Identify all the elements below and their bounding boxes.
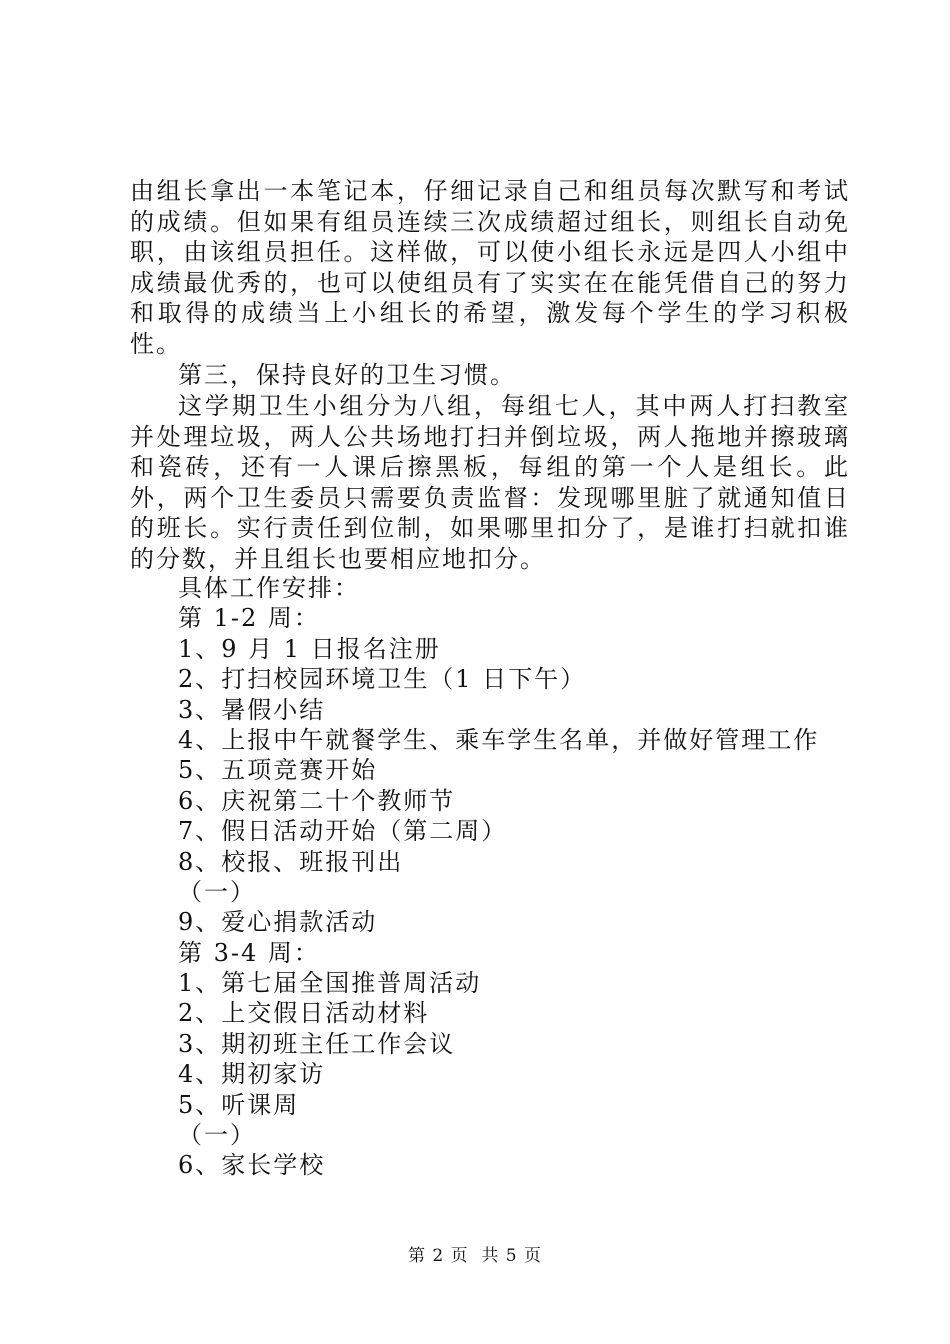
list-item: 6、庆祝第二十个教师节: [178, 786, 456, 815]
list-item: 3、暑假小结: [178, 695, 326, 724]
list-item: 5、听课周: [178, 1090, 300, 1119]
list-item: 1、9 月 1 日报名注册: [178, 634, 441, 663]
section-heading-hygiene: 第三，保持良好的卫生习惯。: [178, 361, 516, 389]
list-item: 9、爱心捐款活动: [178, 908, 378, 937]
page-number-footer: 第 2 页 共 5 页: [407, 1246, 543, 1266]
list-item: 8、校报、班报刊出: [178, 847, 404, 876]
list-item: 4、上报中午就餐学生、乘车学生名单，并做好管理工作: [178, 725, 820, 754]
paragraph-group-leader: 由组长拿出一本笔记本，仔细记录自己和组员每次默写和考试的成绩。但如果有组员连续三次成绩超过组长，则组长自动免职，由该组员担任。这样做，可以使小组长永远是四人小组中成绩最优秀的，也可以使组员有了实实在在能凭借自己的努力和取得的成绩当上小组长的希望，激发每个学生的学习积极性。: [130, 177, 850, 358]
list-item: 7、假日活动开始（第二周）: [178, 817, 508, 846]
list-item: 2、打扫校园环境卫生（1 日下午）: [178, 665, 587, 694]
list-item: 4、期初家访: [178, 1060, 326, 1089]
paragraph-hygiene-groups: 这学期卫生小组分为八组，每组七人，其中两人打扫教室并处理垃圾，两人公共场地打扫并倒垃圾，两人拖地并擦玻璃和瓷砖，还有一人课后擦黑板，每组的第一个人是组长。此外，两个卫生委员只需要负责监督：发现哪里脏了就通知值日的班长。实行责任到位制，如果哪里扣分了，是谁打扫就扣谁的分数，并且组长也要相应地扣分。: [130, 392, 850, 573]
schedule-heading: 具体工作安排：: [178, 574, 360, 602]
list-item: 6、家长学校: [178, 1151, 326, 1180]
list-item-subnote: （一）: [178, 1121, 256, 1150]
list-item: 3、期初班主任工作会议: [178, 1029, 456, 1058]
list-item: 1、第七届全国推普周活动: [178, 969, 482, 998]
week-1-2-heading: 第 1-2 周：: [178, 604, 320, 633]
list-item-subnote: （一）: [178, 877, 256, 906]
list-item: 2、上交假日活动材料: [178, 999, 430, 1028]
list-item: 5、五项竞赛开始: [178, 756, 378, 785]
week-3-4-heading: 第 3-4 周：: [178, 938, 320, 967]
work-schedule-list: [178, 573, 858, 1181]
